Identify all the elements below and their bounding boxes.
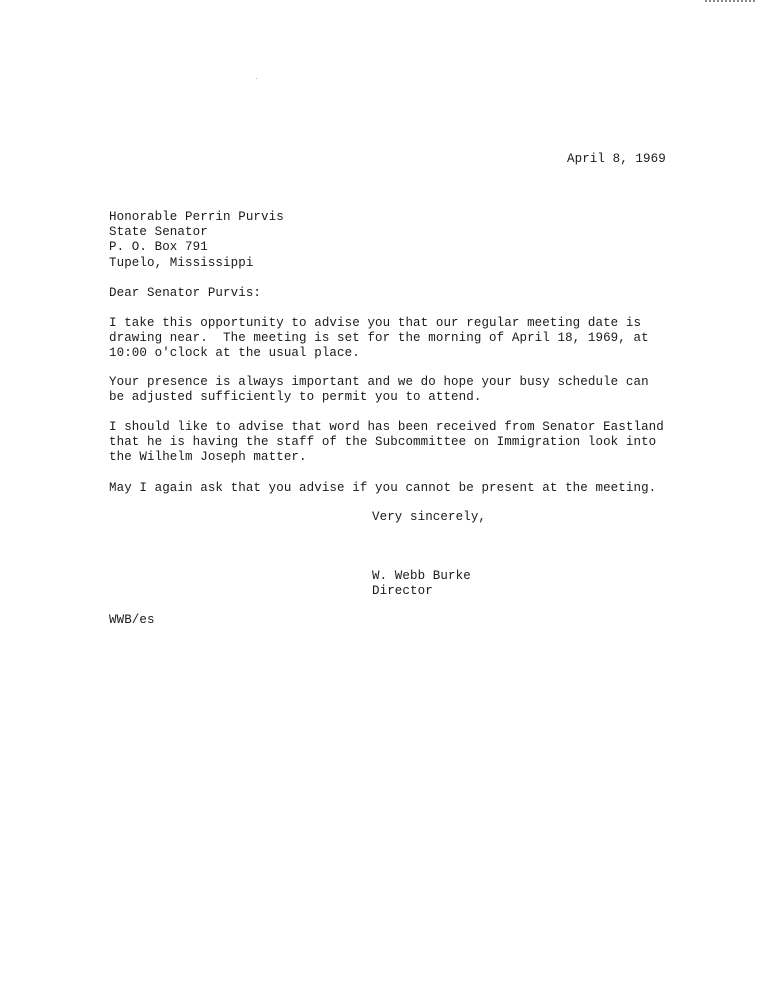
salutation: Dear Senator Purvis: [109, 286, 262, 300]
closing: Very sincerely, [372, 510, 487, 524]
paragraph-3-line-2: that he is having the staff of the Subcommittee on Immigration look into [109, 435, 657, 449]
signer-name: W. Webb Burke [372, 569, 471, 583]
reference-initials: WWB/es [109, 613, 155, 627]
letter-date: April 8, 1969 [567, 152, 666, 166]
signer-title: Director [372, 584, 433, 598]
scan-speck [256, 78, 257, 79]
paragraph-3-line-3: the Wilhelm Joseph matter. [109, 450, 307, 464]
paragraph-2-line-2: be adjusted sufficiently to permit you to attend. [109, 390, 482, 404]
recipient-line-1: Honorable Perrin Purvis [109, 210, 284, 224]
paragraph-1-line-3: 10:00 o'clock at the usual place. [109, 346, 360, 360]
paragraph-1-line-2: drawing near. The meeting is set for the morning of April 18, 1969, at [109, 331, 649, 345]
paragraph-3-line-1: I should like to advise that word has been received from Senator Eastland [109, 420, 664, 434]
paragraph-4-line-1: May I again ask that you advise if you cannot be present at the meeting. [109, 481, 657, 495]
paragraph-2-line-1: Your presence is always important and we do hope your busy schedule can [109, 375, 649, 389]
recipient-line-2: State Senator [109, 225, 208, 239]
recipient-line-3: P. O. Box 791 [109, 240, 208, 254]
recipient-line-4: Tupelo, Mississippi [109, 256, 254, 270]
scan-edge-mark [705, 0, 755, 4]
paragraph-1-line-1: I take this opportunity to advise you that our regular meeting date is [109, 316, 642, 330]
